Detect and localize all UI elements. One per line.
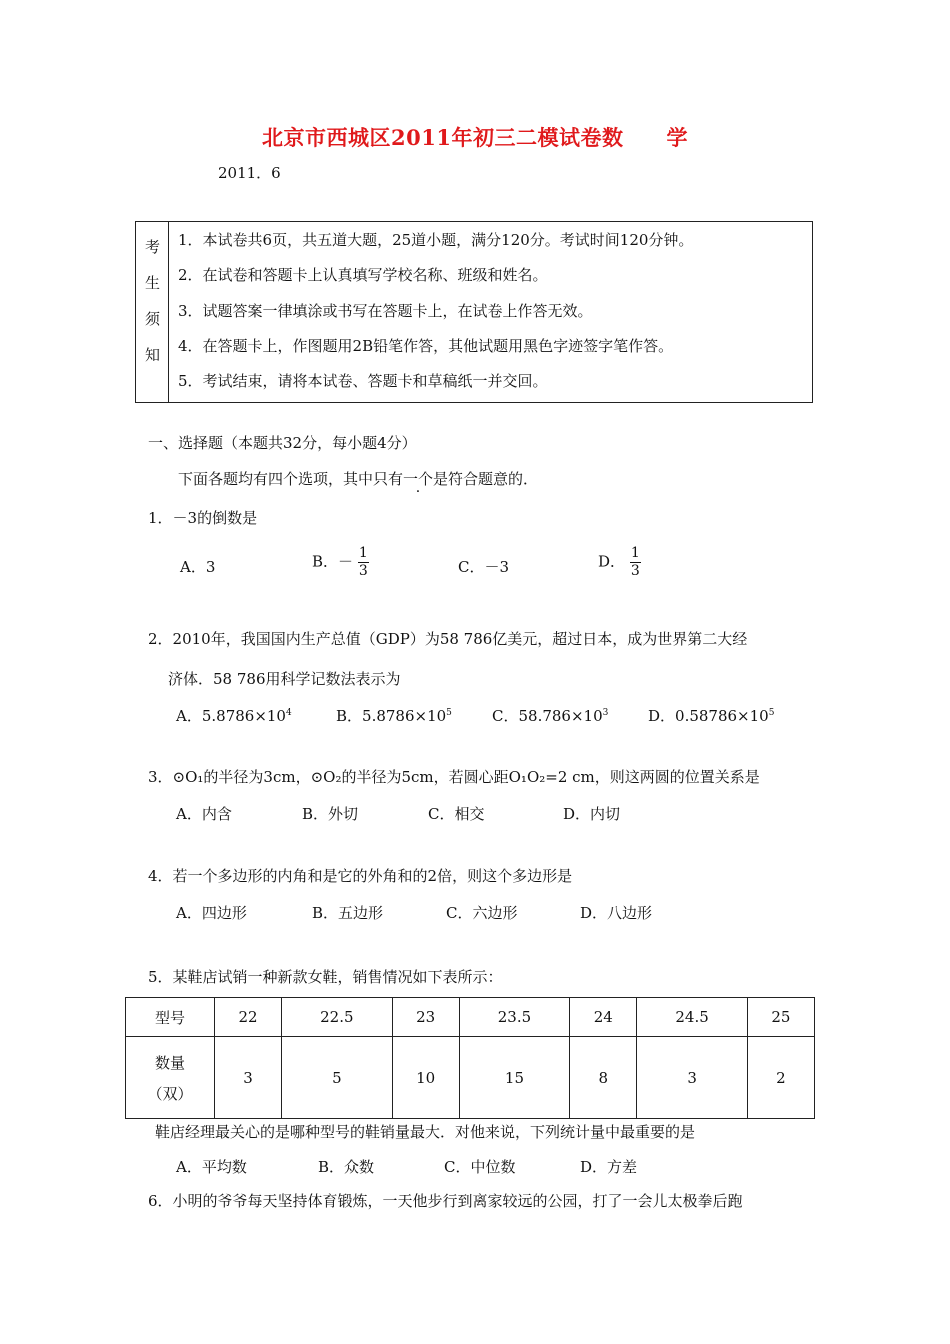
exponent: 5	[768, 708, 775, 718]
instruction-text: 下面各题均有四个选项，其中只有	[178, 470, 404, 488]
section-heading: 一、选择题（本题共32分，每小题4分）	[148, 434, 417, 452]
table-cell: 15	[459, 1037, 570, 1119]
q2-option-d-text: D．0.58786×10	[648, 707, 769, 725]
q5-option-b: B．众数	[318, 1158, 375, 1176]
question-4-stem: 4．若一个多边形的内角和是它的外角和的2倍，则这个多边形是	[148, 867, 573, 885]
notice-side-label	[136, 222, 169, 402]
sales-table	[125, 997, 815, 1119]
q1-option-b-prefix: B．－	[312, 552, 354, 571]
q1-option-d-prefix: D．	[598, 552, 626, 571]
table-cell: 23.5	[459, 998, 570, 1037]
table-cell: 3	[215, 1037, 282, 1119]
fraction	[630, 545, 641, 580]
exponent: 4	[285, 708, 292, 718]
q5-option-c: C．中位数	[444, 1158, 516, 1176]
question-2-stem: 2．2010年，我国国内生产总值（GDP）为58 786亿美元，超过日本，成为世界第二大经	[148, 630, 748, 648]
q4-option-b: B．五边形	[312, 904, 384, 922]
fraction-denominator: 3	[630, 563, 640, 579]
q1-option-d	[598, 545, 641, 580]
table-cell: 2	[747, 1037, 814, 1119]
exponent: 3	[602, 708, 609, 718]
fraction	[358, 545, 369, 580]
q2-option-a	[176, 705, 292, 726]
q2-option-c	[492, 705, 608, 726]
table-cell: 10	[392, 1037, 459, 1119]
exam-notice-box	[135, 221, 813, 403]
exponent: 5	[446, 708, 452, 718]
q3-option-c: C．相交	[428, 805, 485, 823]
q1-option-b	[312, 545, 369, 580]
page-title: 北京市西城区2011年初三二模试卷数 学	[262, 125, 688, 150]
question-5-stem: 5．某鞋店试销一种新款女鞋，销售情况如下表所示：	[148, 968, 503, 986]
q2-option-b	[336, 705, 452, 726]
notice-side-char: 考	[145, 238, 161, 256]
notice-side-char: 知	[145, 346, 161, 364]
notice-item: 4．在答题卡上，作图题用2B铅笔作答，其他试题用黑色字迹签字笔作答。	[178, 337, 674, 355]
table-cell: 22	[215, 998, 282, 1037]
section-instruction	[178, 468, 538, 489]
q2-option-b-text: B．5.8786×10	[336, 707, 447, 725]
question-6-stem: 6．小明的爷爷每天坚持体育锻炼，一天他步行到离家较远的公园，打了一会儿太极拳后跑	[148, 1192, 743, 1210]
exam-date: 2011．6	[218, 164, 281, 182]
question-5-text: 鞋店经理最关心的是哪种型号的鞋销量最大．对他来说，下列统计量中最重要的是	[155, 1123, 696, 1141]
notice-side-char: 生	[145, 274, 161, 292]
table-cell: 24.5	[637, 998, 748, 1037]
instruction-text: 是符合题意的．	[433, 470, 539, 488]
question-1-stem: 1．－3的倒数是	[148, 509, 258, 527]
table-cell: 25	[747, 998, 814, 1037]
table-cell: 23	[392, 998, 459, 1037]
q4-option-c: C．六边形	[446, 904, 518, 922]
table-cell: 3	[637, 1037, 748, 1119]
q3-option-d: D．内切	[563, 805, 621, 823]
table-header-cell	[126, 1037, 215, 1119]
q5-option-d: D．方差	[580, 1158, 638, 1176]
q4-option-d: D．八边形	[580, 904, 653, 922]
table-row	[126, 1037, 815, 1119]
table-cell: 5	[282, 1037, 393, 1119]
q2-option-a-text: A．5.8786×10	[176, 707, 286, 725]
table-header-line: （双）	[147, 1084, 193, 1103]
q1-option-c: C．－3	[458, 558, 510, 576]
q5-option-a: A．平均数	[176, 1158, 247, 1176]
notice-item: 1．本试卷共6页，共五道大题，25道小题，满分120分。考试时间120分钟。	[178, 231, 694, 249]
q3-option-b: B．外切	[302, 805, 359, 823]
table-cell: 24	[570, 998, 637, 1037]
q4-option-a: A．四边形	[176, 904, 247, 922]
question-2-stem-cont: 济体．58 786用科学记数法表示为	[168, 670, 401, 688]
notice-item: 2．在试卷和答题卡上认真填写学校名称、班级和姓名。	[178, 266, 548, 284]
notice-side-char: 须	[145, 310, 161, 328]
fraction-denominator: 3	[358, 563, 368, 579]
q2-option-d	[648, 705, 774, 726]
notice-item: 3．试题答案一律填涂或书写在答题卡上，在试卷上作答无效。	[178, 302, 593, 320]
q1-option-a: A．3	[180, 558, 216, 576]
instruction-emphasis: 一个	[403, 470, 434, 488]
q2-option-c-text: C．58.786×10	[492, 707, 603, 725]
fraction-numerator: 1	[630, 545, 640, 561]
table-header-cell: 型号	[126, 998, 215, 1037]
fraction-numerator: 1	[358, 545, 368, 561]
table-header-line: 数量	[154, 1053, 185, 1072]
notice-item: 5．考试结束，请将本试卷、答题卡和草稿纸一并交回。	[178, 372, 548, 390]
table-cell: 22.5	[282, 998, 393, 1037]
q3-option-a: A．内含	[176, 805, 232, 823]
table-cell: 8	[570, 1037, 637, 1119]
question-3-stem: 3．⊙O₁的半径为3cm，⊙O₂的半径为5cm，若圆心距O₁O₂=2 cm，则这两圆的位置关系是	[148, 768, 760, 786]
table-row	[126, 998, 815, 1037]
